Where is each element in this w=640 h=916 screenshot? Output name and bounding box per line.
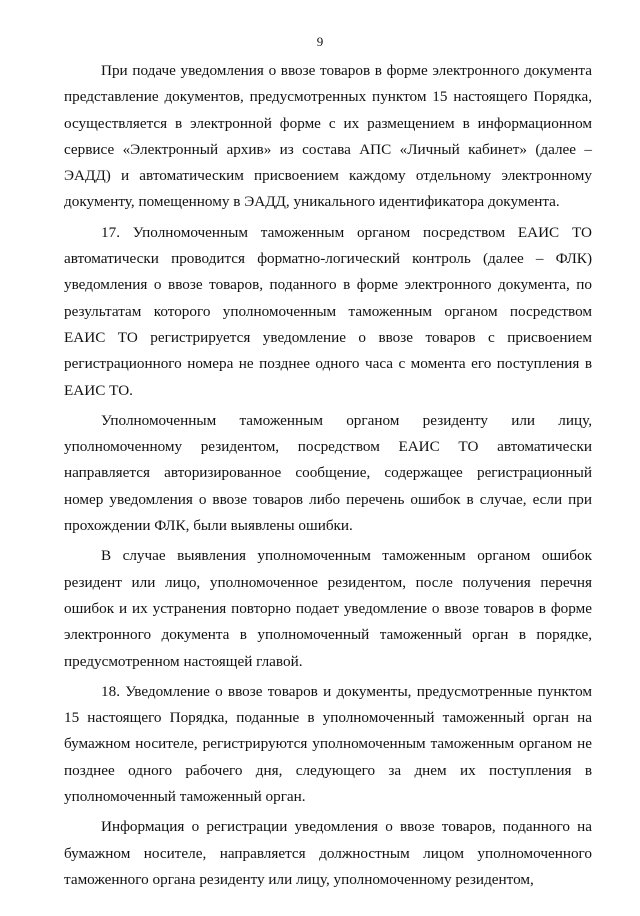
document-body <box>64 58 592 897</box>
paragraph-error-correction: В случае выявления уполномоченным таможенным органом ошибок резидент или лицо, уполномоченное резидентом, после получения перечня ошибок и их устранения повторно подает уведомление о ввозе товаров в форме электронного документа в уполномоченный таможенный орган в порядке, предусмотренном настоящей главой. <box>64 547 592 670</box>
paragraph-electronic-submission: При подаче уведомления о ввозе товаров в форме электронного документа представление документов, предусмотренных пунктом 15 настоящего Порядка, осуществляется в электронной форме с их размещением в информационном сервисе «Электронный архив» из состава АПС «Личный кабинет» (далее – ЭАДД) и автоматическим присвоением каждому отдельному электронному документу, помещенному в ЭАДД, уникального идентификатора документа. <box>64 62 592 211</box>
page-number: 9 <box>316 34 324 49</box>
paragraph-authorized-message: Уполномоченным таможенным органом резиденту или лицу, уполномоченному резидентом, посредством ЕАИС ТО автоматически направляется авторизированное сообщение, содержащее регистрационный номер уведомления о ввозе товаров либо перечень ошибок в случае, если при прохождении ФЛК, были выявлены ошибки. <box>64 411 592 535</box>
paragraph-item-18: 18. Уведомление о ввозе товаров и документы, предусмотренные пунктом 15 настоящего Порядка, поданные в уполномоченный таможенный орган на бумажном носителе, регистрируются уполномоченным таможенным органом не позднее одного рабочего дня, следующего за днем их поступления в уполномоченный таможенный орган. <box>64 682 592 806</box>
paragraph-item-17: 17. Уполномоченным таможенным органом посредством ЕАИС ТО автоматически проводится форматно-логический контроль (далее – ФЛК) уведомления о ввозе товаров, поданного в форме электронного документа, по результатам которого уполномоченным таможенным органом посредством ЕАИС ТО регистрируется уведомление о ввозе товаров с присвоением регистрационного номера не позднее одного часа с момента его поступления в ЕАИС ТО. <box>64 223 592 399</box>
paragraph-registration-info: Информация о регистрации уведомления о ввозе товаров, поданного на бумажном носителе, направляется должностным лицом уполномоченного таможенного органа резиденту или лицу, уполномоченному резидентом, <box>64 818 592 888</box>
